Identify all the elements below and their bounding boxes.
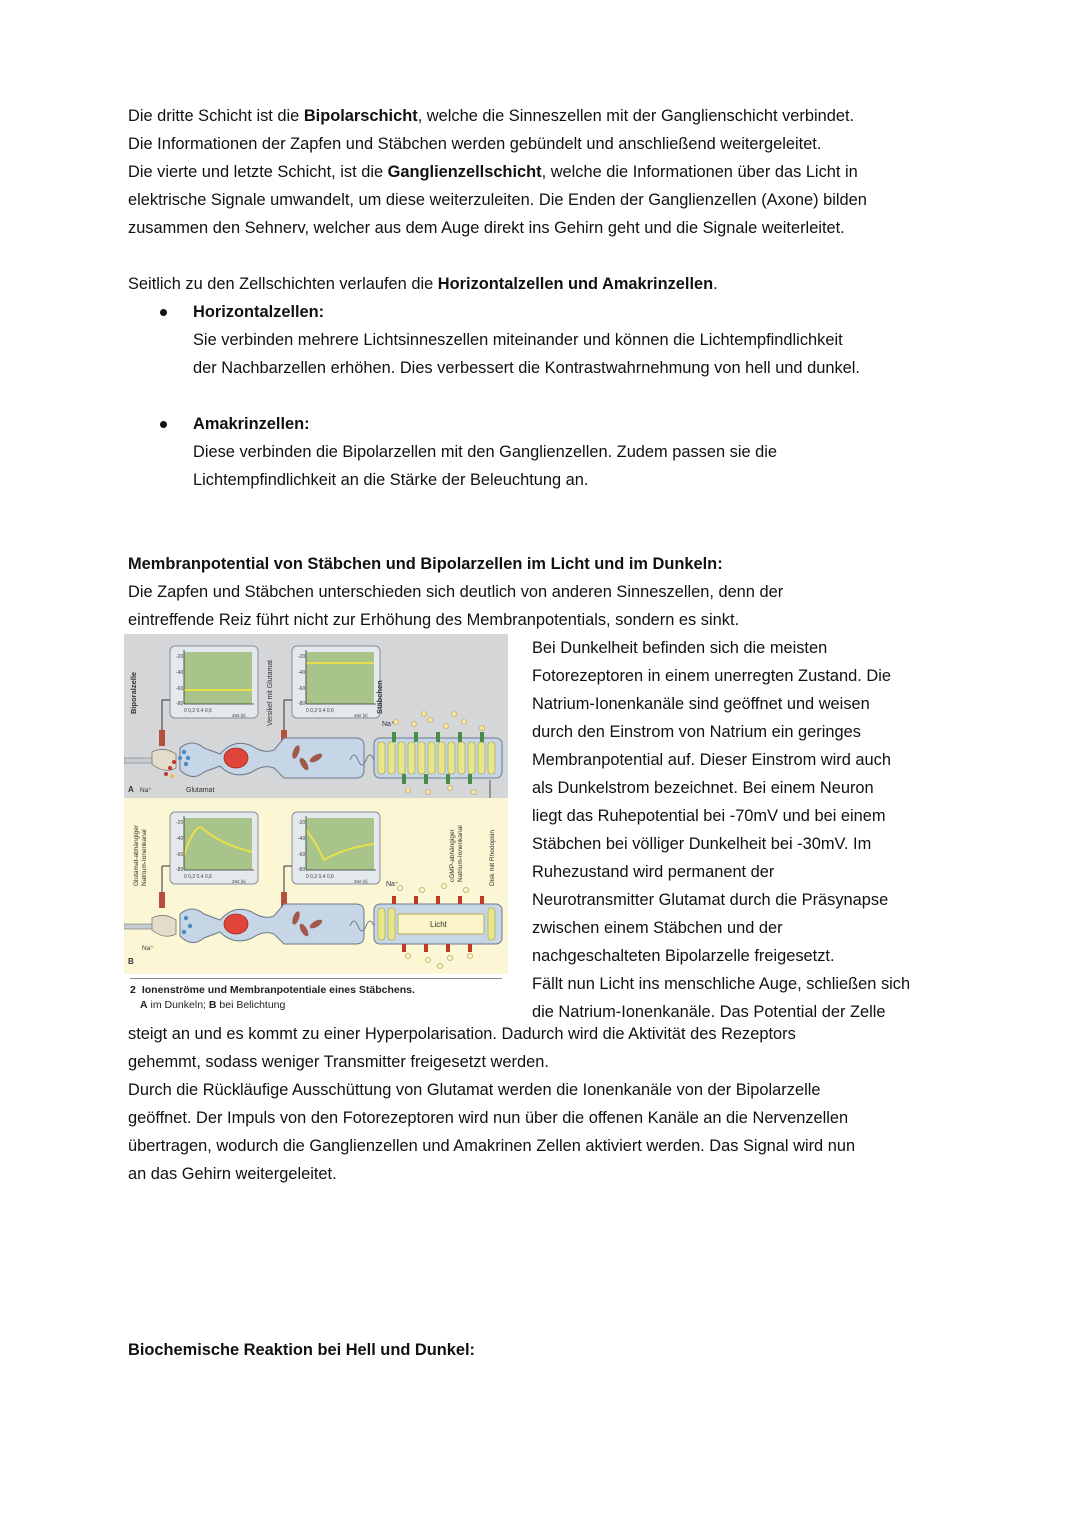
svg-text:-40: -40: [176, 670, 184, 676]
svg-text:-80: -80: [176, 867, 184, 873]
text-line: liegt das Ruhepotential bei -70mV und bei einem: [532, 807, 886, 825]
svg-text:-80: -80: [298, 867, 306, 873]
svg-text:-60: -60: [298, 686, 306, 692]
svg-text:-60: -60: [176, 686, 184, 692]
svg-text:Zeit [s]: Zeit [s]: [354, 713, 368, 718]
svg-text:B: B: [128, 957, 134, 966]
text: .: [713, 275, 718, 293]
list-item-horizontalzellen: [128, 298, 958, 410]
svg-text:0 0,2 0,4 0,6: 0 0,2 0,4 0,6: [184, 874, 212, 880]
paragraph-line: an das Gehirn weitergeleitet.: [128, 1165, 337, 1183]
svg-text:Glutamat-abhängiger: Glutamat-abhängiger: [133, 824, 140, 886]
paragraph-line: übertragen, wodurch die Ganglienzellen und Amakrinen Zellen aktiviert werden. Das Signal wird nun: [128, 1137, 856, 1155]
text-line: Fotorezeptoren in einem unerregten Zustand. Die: [532, 667, 891, 685]
figure-ionenstroeme: [124, 634, 510, 1010]
svg-text:Na⁺: Na⁺: [142, 945, 154, 952]
paragraph-line: geöffnet. Der Impuls von den Fotorezeptoren wird nun über die offenen Kanäle an die Nervenzellen: [128, 1109, 849, 1127]
term-ganglienzellschicht: Ganglienzellschicht: [387, 163, 542, 181]
svg-text:-80: -80: [176, 701, 184, 707]
svg-text:-60: -60: [298, 852, 306, 858]
paragraph-line: Die Informationen der Zapfen und Stäbchen werden gebündelt und anschließend weitergeleitet.: [128, 135, 822, 153]
svg-text:Na⁺: Na⁺: [140, 787, 152, 794]
paragraph-line: Die Zapfen und Stäbchen unterschieden sich deutlich von anderen Sinneszellen, denn der: [128, 583, 784, 601]
paragraph-seitlich: [128, 270, 958, 298]
bullet-text: Lichtempfindlichkeit an die Stärke der Beleuchtung an.: [193, 471, 589, 489]
svg-text:Na⁺: Na⁺: [382, 721, 395, 728]
svg-text:-20: -20: [176, 820, 184, 826]
paragraph-line: steigt an und es kommt zu einer Hyperpolarisation. Dadurch wird die Aktivität des Rezeptors: [128, 1025, 796, 1043]
list-item-title: [193, 298, 958, 326]
svg-text:Stäbchen: Stäbchen: [375, 680, 384, 714]
text: Die dritte Schicht ist die: [128, 107, 304, 125]
svg-text:0 0,2 0,4 0,6: 0 0,2 0,4 0,6: [184, 708, 212, 714]
caption-text-b: bei Belichtung: [216, 999, 286, 1011]
svg-text:A: A: [128, 785, 134, 794]
paragraph-line: elektrische Signale umwandelt, um diese weiterzuleiten. Die Enden der Ganglienzellen (Axone) bilden: [128, 191, 867, 209]
svg-text:-80: -80: [298, 701, 306, 707]
caption-text-a: im Dunkeln;: [147, 999, 209, 1011]
figure-caption: [130, 978, 502, 1013]
text: Die vierte und letzte Schicht, ist die: [128, 163, 388, 181]
svg-text:-40: -40: [298, 836, 306, 842]
plot-bipolar-light: [170, 812, 258, 884]
spacer: [128, 242, 958, 270]
spacer: [193, 382, 958, 410]
text-line: durch den Einstrom von Natrium ein geringes: [532, 723, 861, 741]
svg-text:0 0,2 0,4 0,6: 0 0,2 0,4 0,6: [306, 874, 334, 880]
svg-text:Natrium-Ionenkanal: Natrium-Ionenkanal: [457, 825, 464, 882]
text-line: Stäbchen bei völliger Dunkelheit bei -30mV. Im: [532, 835, 872, 853]
paragraph-line: eintreffende Reiz führt nicht zur Erhöhung des Membranpotentials, sondern es sinkt.: [128, 611, 740, 629]
svg-text:-20: -20: [298, 654, 306, 660]
bullet-text: Diese verbinden die Bipolarzellen mit den Ganglienzellen. Zudem passen sie die: [193, 443, 778, 461]
text-line: als Dunkelstrom bezeichnet. Bei einem Neuron: [532, 779, 874, 797]
text-line: die Natrium-Ionenkanäle. Das Potential der Zelle: [532, 1003, 886, 1021]
text-line: zwischen einem Stäbchen und der: [532, 919, 783, 937]
svg-text:-40: -40: [298, 670, 306, 676]
caption-subtitle: [130, 998, 502, 1013]
list-item-title: [193, 410, 958, 438]
svg-text:Glutamat: Glutamat: [186, 787, 215, 794]
term-horizontal-amakrin: Horizontalzellen und Amakrinzellen: [437, 275, 714, 293]
caption-title-line: [130, 983, 502, 998]
list-item-amakrinzellen: [128, 410, 958, 494]
text: Seitlich zu den Zellschichten verlaufen die: [128, 275, 438, 293]
bullet-title: Horizontalzellen:: [193, 303, 325, 321]
text-line: Membranpotential auf. Dieser Einstrom wird auch: [532, 751, 891, 769]
document-page: [128, 102, 958, 1188]
svg-text:-20: -20: [298, 820, 306, 826]
paragraph-ganglienzellschicht: [128, 158, 958, 186]
svg-text:Zeit [s]: Zeit [s]: [232, 713, 246, 718]
bullet-icon: [160, 421, 167, 428]
svg-text:-60: -60: [176, 852, 184, 858]
section-heading-membranpotential: [128, 550, 958, 578]
bullet-text: der Nachbarzellen erhöhen. Dies verbessert die Kontrastwahrnehmung von hell und dunkel.: [193, 359, 860, 377]
paragraph-bipolarschicht: [128, 102, 958, 130]
text-line: nachgeschalteten Bipolarzelle freigesetzt.: [532, 947, 835, 965]
svg-text:Licht: Licht: [430, 920, 447, 929]
figure-number: 2: [130, 984, 136, 996]
plot-bipolar-dark: [170, 646, 258, 718]
svg-text:-20: -20: [176, 654, 184, 660]
section-heading-biochemische-reaktion: [128, 1336, 475, 1364]
paragraph-line: gehemmt, sodass weniger Transmitter freigesetzt werden.: [128, 1053, 549, 1071]
paragraph-line: Durch die Rückläufige Ausschüttung von Glutamat werden die Ionenkanäle von der Bipolarzelle: [128, 1081, 821, 1099]
svg-text:Biporalzelle: Biporalzelle: [129, 671, 138, 714]
svg-text:Versikel mit Glutamat: Versikel mit Glutamat: [267, 659, 274, 726]
svg-text:cGMP-abhängiger: cGMP-abhängiger: [449, 829, 456, 882]
text: , welche die Sinneszellen mit der Ganglienschicht verbindet.: [417, 107, 855, 125]
svg-text:Zeit [s]: Zeit [s]: [354, 879, 368, 884]
svg-text:Na⁺: Na⁺: [386, 881, 399, 888]
text-line: Natrium-Ionenkanäle sind geöffnet und weisen: [532, 695, 870, 713]
text-line: Bei Dunkelheit befinden sich die meisten: [532, 639, 828, 657]
rod-cell-diagram: [124, 634, 508, 974]
heading-text: Membranpotential von Stäbchen und Bipolarzellen im Licht und im Dunkeln:: [128, 555, 723, 573]
caption-label-b: B: [208, 999, 217, 1011]
paragraph-line: zusammen den Sehnerv, welcher aus dem Auge direkt ins Gehirn geht und die Signale weiterleitet.: [128, 219, 845, 237]
bullet-list: [128, 298, 958, 494]
bullet-icon: [160, 309, 167, 316]
svg-text:Natrium-Ionenkanal: Natrium-Ionenkanal: [141, 829, 148, 886]
caption-label-a: A: [140, 999, 148, 1011]
svg-text:-40: -40: [176, 836, 184, 842]
figure-wrap-section: [128, 634, 958, 1026]
spacer: [128, 494, 958, 522]
text-line: Fällt nun Licht ins menschliche Auge, schließen sich: [532, 975, 911, 993]
plot-rod-light: [292, 812, 380, 884]
svg-text:Zeit [s]: Zeit [s]: [232, 879, 246, 884]
text: , welche die Informationen über das Licht in: [541, 163, 858, 181]
spacer: [128, 522, 958, 550]
svg-text:Disk mit Rhodopsin: Disk mit Rhodopsin: [489, 830, 496, 886]
bullet-text: Sie verbinden mehrere Lichtsinneszellen miteinander und können die Lichtempfindlichkeit: [193, 331, 843, 349]
svg-text:0 0,2 0,4 0,6: 0 0,2 0,4 0,6: [306, 708, 334, 714]
plot-rod-dark: [292, 646, 380, 718]
heading-text: Biochemische Reaktion bei Hell und Dunkel:: [128, 1341, 476, 1359]
text-line: Ruhezustand wird permanent der: [532, 863, 775, 881]
text-line: Neurotransmitter Glutamat durch die Präsynapse: [532, 891, 889, 909]
bullet-title: Amakrinzellen:: [193, 415, 310, 433]
caption-title: Ionenströme und Membranpotentiale eines Stäbchens.: [141, 984, 415, 996]
term-bipolarschicht: Bipolarschicht: [303, 107, 418, 125]
